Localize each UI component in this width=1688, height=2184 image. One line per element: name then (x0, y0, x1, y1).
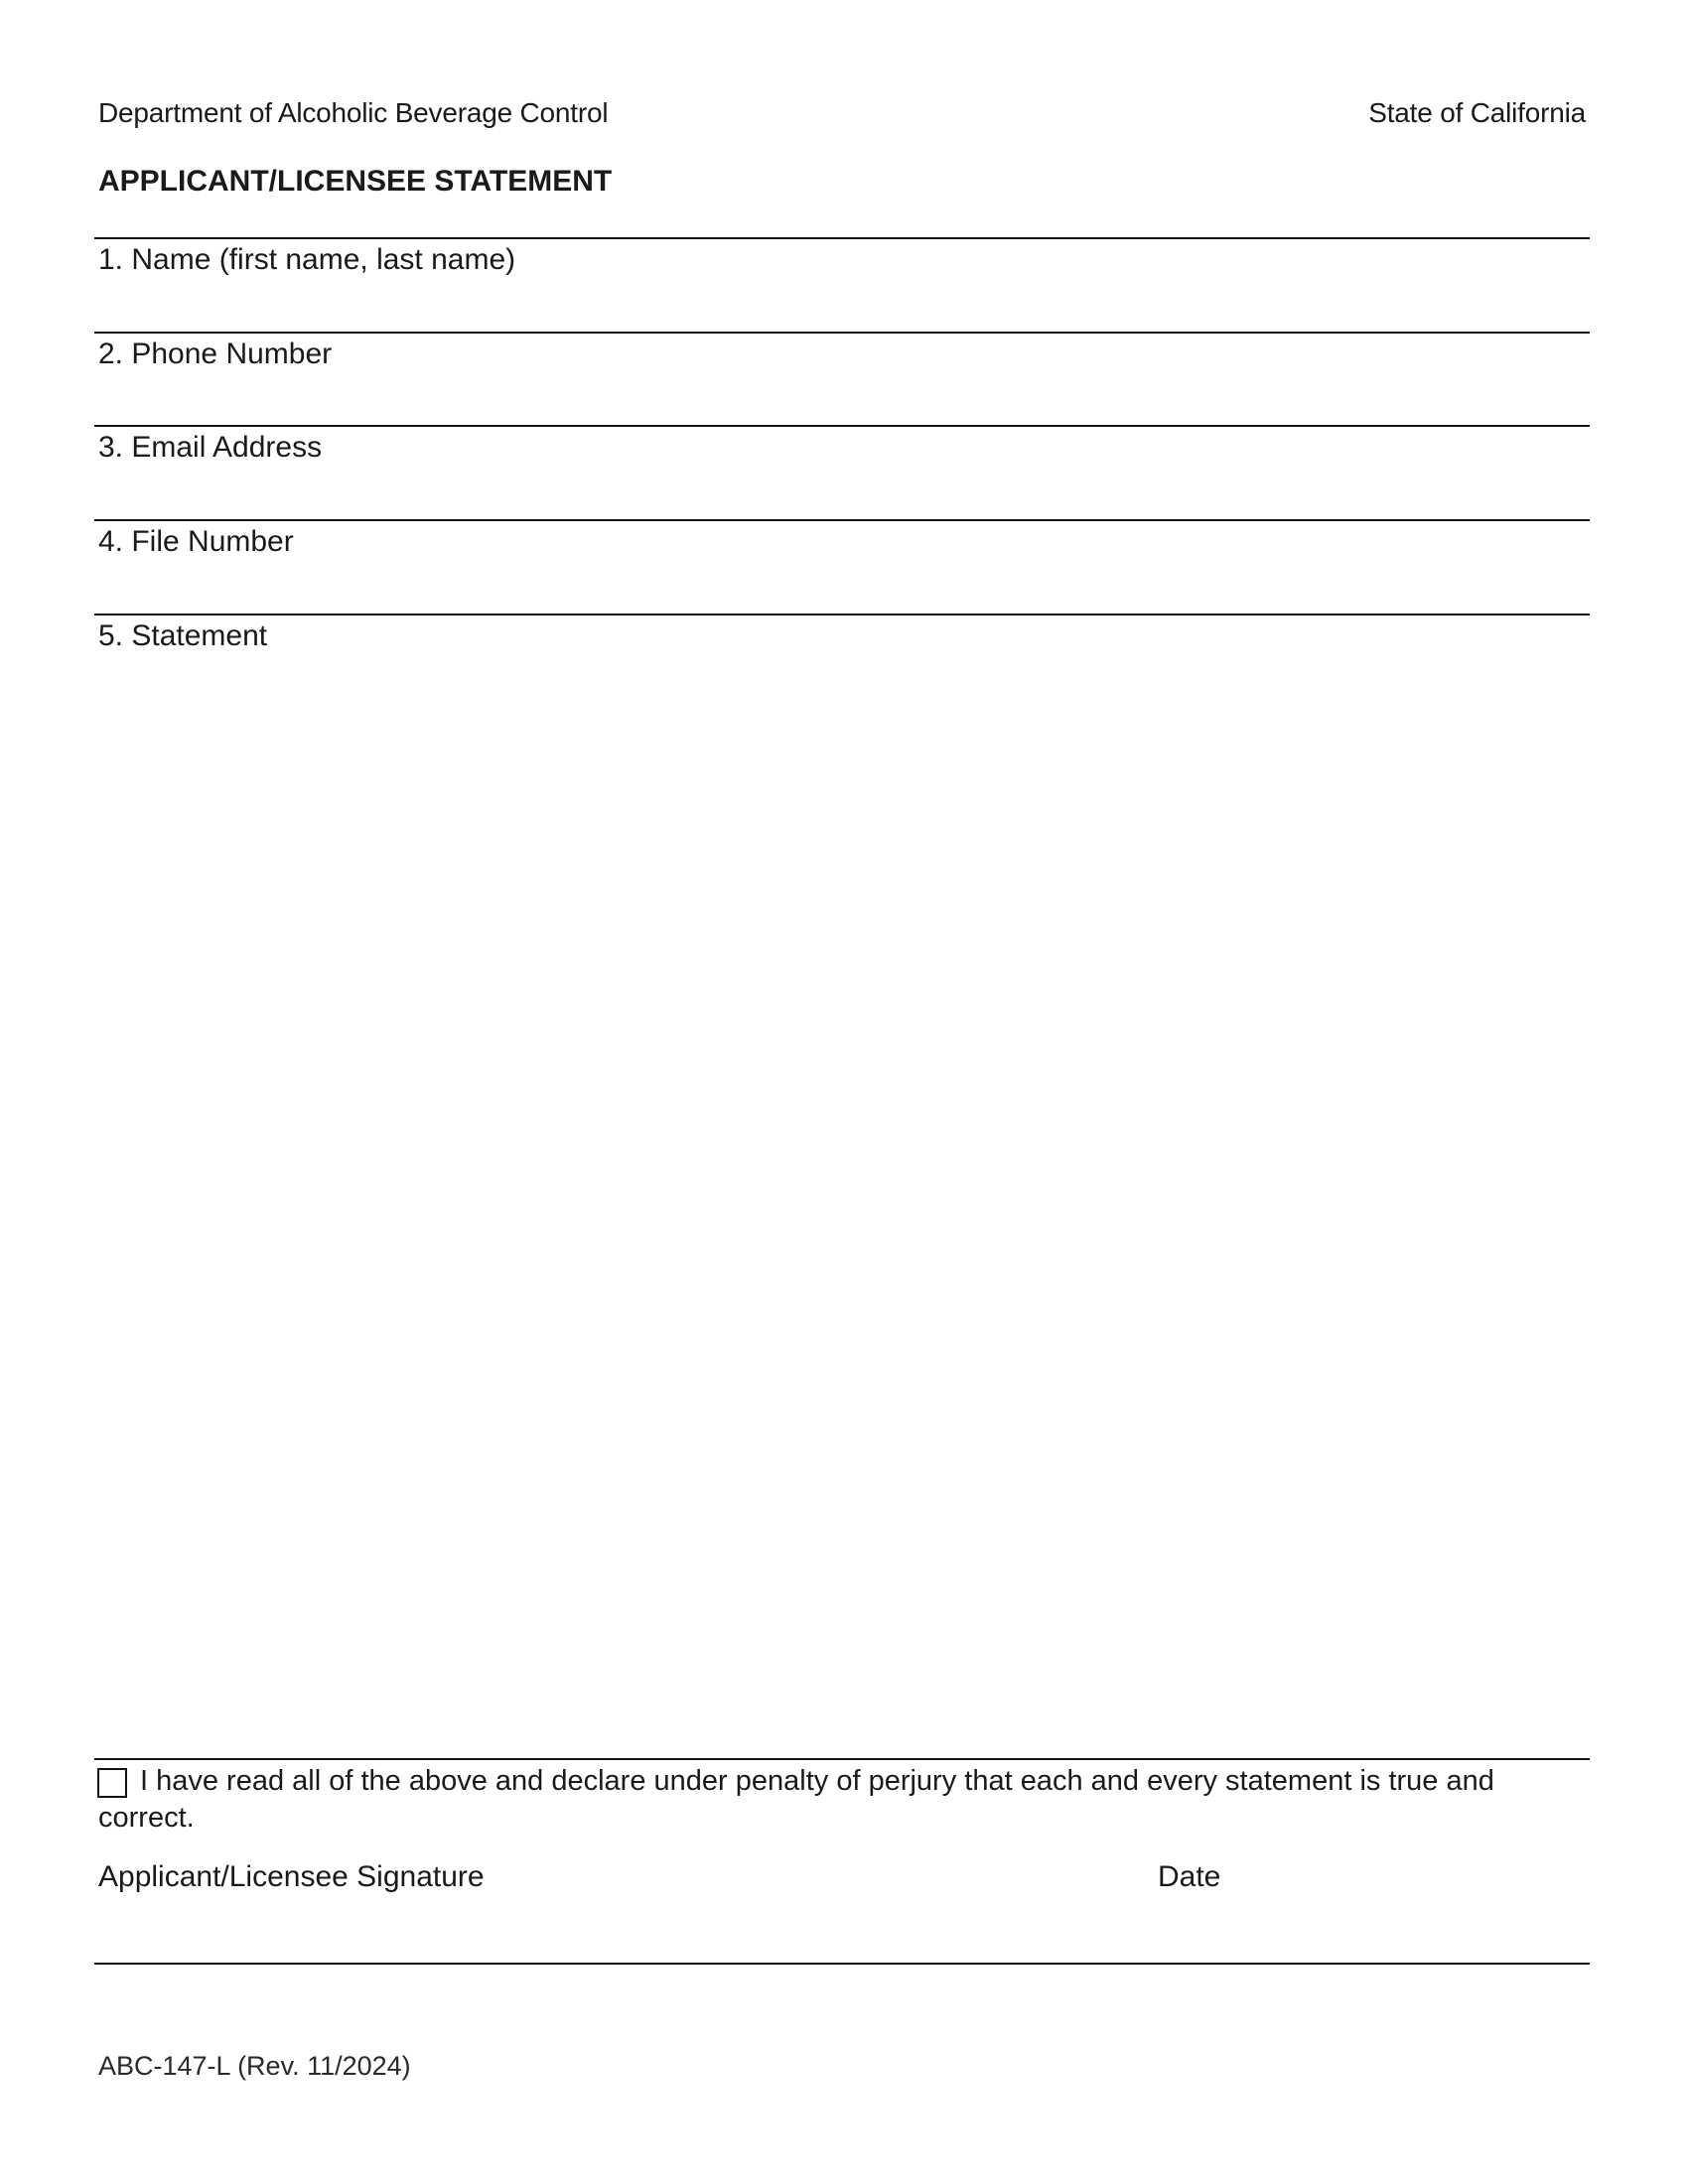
file-number-field-label: 4. File Number (98, 525, 294, 558)
name-input[interactable] (94, 282, 1590, 330)
field-divider (94, 332, 1590, 334)
phone-input[interactable] (94, 375, 1590, 423)
statement-field-label: 5. Statement (98, 619, 268, 652)
phone-field-label: 2. Phone Number (98, 338, 333, 370)
signature-input[interactable] (94, 1906, 1141, 1964)
form-title: APPLICANT/LICENSEE STATEMENT (98, 165, 613, 198)
field-divider (94, 237, 1590, 239)
field-divider (94, 614, 1590, 615)
department-name: Department of Alcoholic Beverage Control (98, 97, 609, 128)
signature-label: Applicant/Licensee Signature (98, 1860, 485, 1893)
email-field-label: 3. Email Address (98, 431, 323, 464)
email-input[interactable] (94, 470, 1590, 517)
field-divider (94, 519, 1590, 521)
declaration-divider (94, 1758, 1590, 1760)
form-number: ABC-147-L (Rev. 11/2024) (98, 2051, 411, 2081)
state-name: State of California (1368, 97, 1586, 128)
date-label: Date (1158, 1860, 1221, 1893)
statement-textarea[interactable] (94, 663, 1590, 1747)
field-divider (94, 425, 1590, 427)
date-input[interactable] (1154, 1906, 1585, 1964)
name-field-label: 1. Name (first name, last name) (98, 243, 516, 276)
file-number-input[interactable] (94, 564, 1590, 612)
signature-line (94, 1963, 1590, 1965)
declaration-text: I have read all of the above and declare under penalty of perjury that each and every statement is true and correct. (98, 1765, 1494, 1834)
